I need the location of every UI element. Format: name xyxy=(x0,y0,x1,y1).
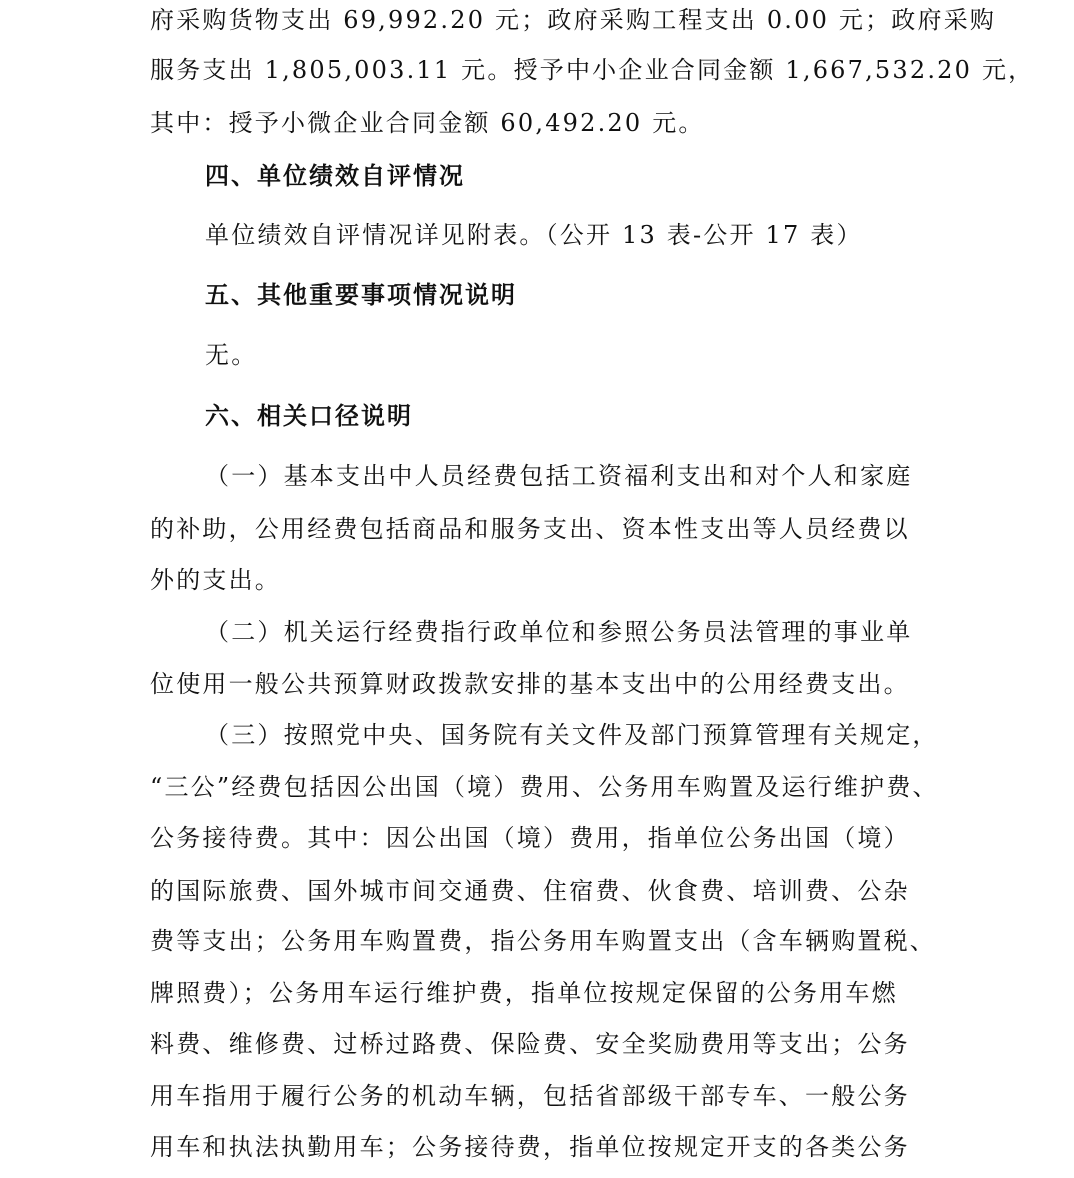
paragraph-line: 用车和执法执勤用车；公务接待费，指单位按规定开支的各类公务 xyxy=(150,1133,910,1161)
paragraph-line: 外的支出。 xyxy=(150,566,281,594)
paragraph-line: 的补助，公用经费包括商品和服务支出、资本性支出等人员经费以 xyxy=(150,515,910,543)
paragraph-line: “三公”经费包括因公出国（境）费用、公务用车购置及运行维护费、 xyxy=(150,773,939,801)
paragraph-line: 用车指用于履行公务的机动车辆，包括省部级干部专车、一般公务 xyxy=(150,1082,910,1110)
paragraph-line: 府采购货物支出 69,992.20 元；政府采购工程支出 0.00 元；政府采购 xyxy=(150,6,997,34)
paragraph-line: 公务接待费。其中：因公出国（境）费用，指单位公务出国（境） xyxy=(150,824,910,852)
paragraph-line: 的国际旅费、国外城市间交通费、住宿费、伙食费、培训费、公杂 xyxy=(150,877,910,905)
section-heading-5: 五、其他重要事项情况说明 xyxy=(205,281,517,309)
paragraph-line: 其中：授予小微企业合同金额 60,492.20 元。 xyxy=(150,109,705,137)
paragraph-line: 单位绩效自评情况详见附表。（公开 13 表-公开 17 表） xyxy=(205,221,863,249)
paragraph-line: 牌照费）；公务用车运行维护费，指单位按规定保留的公务用车燃 xyxy=(150,979,898,1007)
paragraph-line: （一）基本支出中人员经费包括工资福利支出和对个人和家庭 xyxy=(205,462,913,490)
paragraph-line: 费等支出；公务用车购置费，指公务用车购置支出（含车辆购置税、 xyxy=(150,927,936,955)
section-heading-4: 四、单位绩效自评情况 xyxy=(205,162,465,190)
section-heading-6: 六、相关口径说明 xyxy=(205,402,413,430)
paragraph-line: （二）机关运行经费指行政单位和参照公务员法管理的事业单 xyxy=(205,618,913,646)
paragraph-line: 无。 xyxy=(205,341,258,369)
paragraph-line: 位使用一般公共预算财政拨款安排的基本支出中的公用经费支出。 xyxy=(150,670,910,698)
paragraph-line: （三）按照党中央、国务院有关文件及部门预算管理有关规定， xyxy=(205,721,939,749)
paragraph-line: 料费、维修费、过桥过路费、保险费、安全奖励费用等支出；公务 xyxy=(150,1030,910,1058)
paragraph-line: 服务支出 1,805,003.11 元。授予中小企业合同金额 1,667,532.20 元， xyxy=(150,56,1035,84)
